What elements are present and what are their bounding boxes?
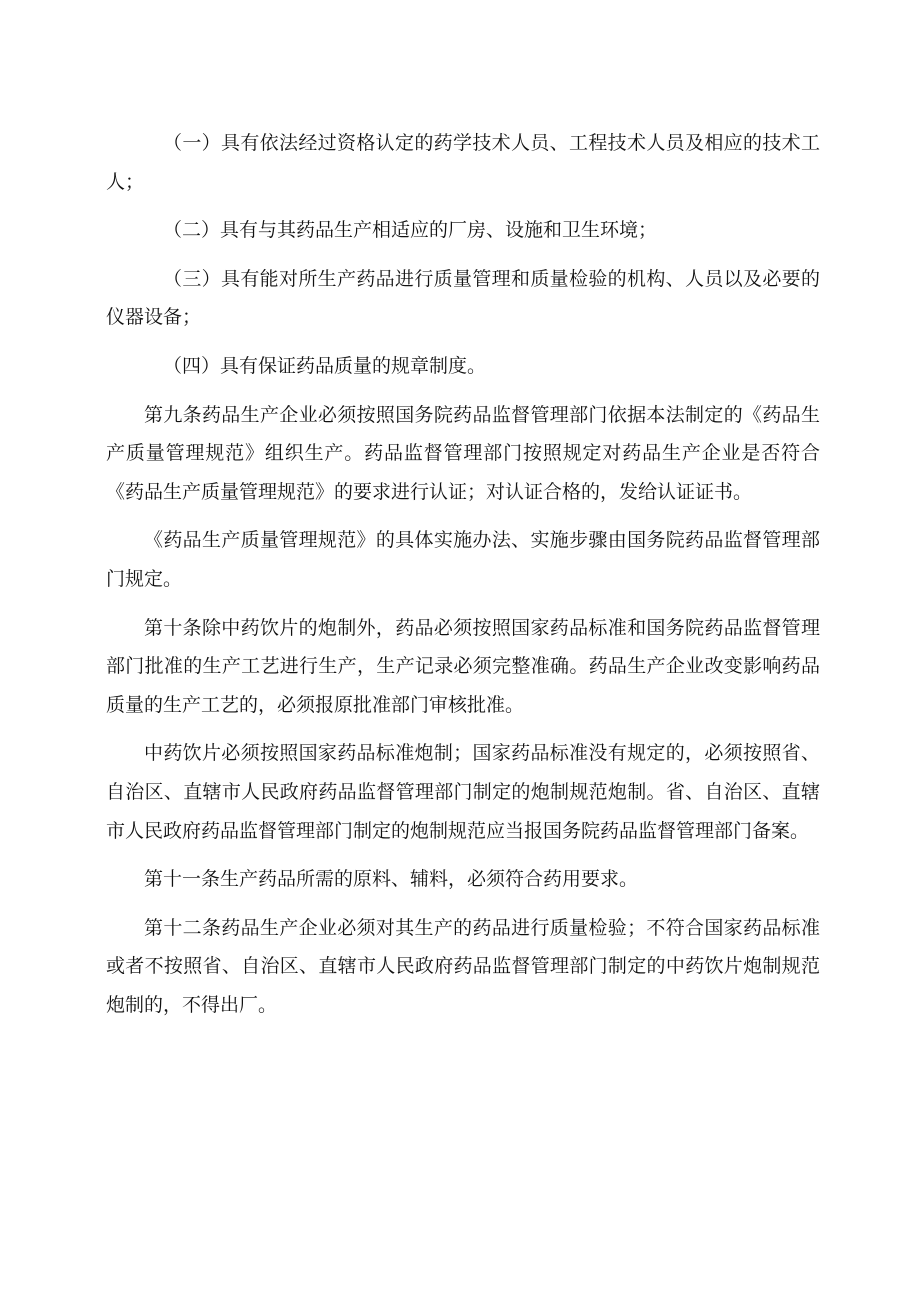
paragraph-article-10: 第十条除中药饮片的炮制外，药品必须按照国家药品标准和国务院药品监督管理部门批准的生产工艺进行生产，生产记录必须完整准确。药品生产企业改变影响药品质量的生产工艺的，必须报原批准部门审核批准。 bbox=[106, 616, 820, 716]
paragraph-article-11: 第十一条生产药品所需的原料、辅料，必须符合药用要求。 bbox=[144, 868, 639, 891]
document-page bbox=[106, 124, 820, 1034]
paragraph-article-12: 第十二条药品生产企业必须对其生产的药品进行质量检验；不符合国家药品标准或者不按照省、自治区、直辖市人民政府药品监督管理部门制定的中药饮片炮制规范炮制的，不得出厂。 bbox=[106, 916, 820, 1016]
paragraph-article-10-detail: 中药饮片必须按照国家药品标准炮制；国家药品标准没有规定的，必须按照省、自治区、直辖市人民政府药品监督管理部门制定的炮制规范炮制。省、自治区、直辖市人民政府药品监督管理部门制定的炮制规范应当报国务院药品监督管理部门备案。 bbox=[106, 742, 820, 842]
paragraph-item-4: （四）具有保证药品质量的规章制度。 bbox=[163, 354, 487, 377]
paragraph-item-3: （三）具有能对所生产药品进行质量管理和质量检验的机构、人员以及必要的仪器设备； bbox=[106, 267, 820, 329]
paragraph-item-1: （一）具有依法经过资格认定的药学技术人员、工程技术人员及相应的技术工人； bbox=[106, 132, 820, 193]
paragraph-article-9-detail: 《药品生产质量管理规范》的具体实施办法、实施步骤由国务院药品监督管理部门规定。 bbox=[106, 529, 820, 590]
paragraph-article-9: 第九条药品生产企业必须按照国务院药品监督管理部门依据本法制定的《药品生产质量管理规范》组织生产。药品监督管理部门按照规定对药品生产企业是否符合《药品生产质量管理规范》的要求进行认证；对认证合格的，发给认证证书。 bbox=[106, 403, 820, 503]
paragraph-item-2: （二）具有与其药品生产相适应的厂房、设施和卫生环境； bbox=[163, 219, 658, 242]
